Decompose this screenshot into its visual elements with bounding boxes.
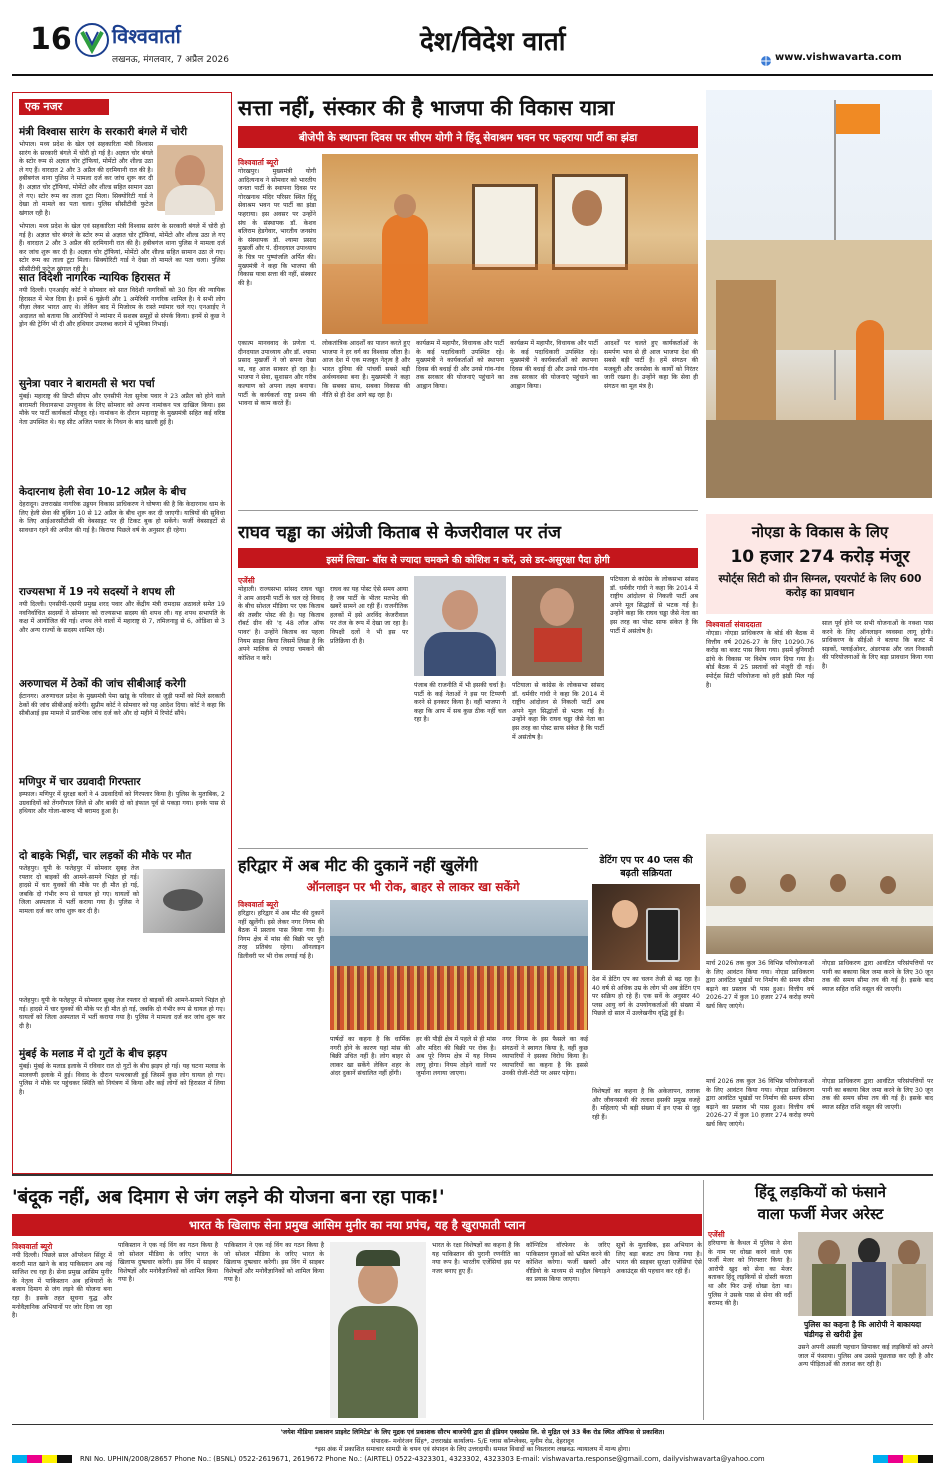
- masthead: [0, 0, 945, 80]
- major-headline: हिंदू लड़कियों को फंसाने: [755, 1183, 886, 1201]
- lead-body: कार्यक्रम में महापौर, विधायक और पार्टी के कई पदाधिकारी उपस्थित रहे। मुख्यमंत्री ने कार्यकर्ताओं को स्थापना दिवस की बधाई दी और उनसे गांव-गांव तक सरकार की योजनाएं पहुंचाने का आह्वान किया।: [416, 340, 504, 390]
- army-body: नयी दिल्ली। पिछले साल ऑपरेशन सिंदूर में करारी मात खाने के बाद पाकिस्तान अब नई साजिश रच रहा है। सेना प्रमुख आसिम मुनीर के नेतृत्व में पाकिस्तान अब हथियारों के बजाय दिमाग से जंग लड़ने की योजना बना रहा है। इसके तहत सूचना युद्ध और मनोवैज्ञानिक अभियानों पर जोर दिया जा रहा है।: [12, 1252, 112, 1320]
- sidebar-headline: केदारनाथ हेली सेवा 10-12 अप्रैल के बीच: [19, 486, 187, 498]
- haridwar-strap: ऑनलाइन पर भी रोक, बाहर से लाकर खा सकेंगे: [306, 880, 520, 894]
- sidebar-body: फतेहपुर। यूपी के फतेहपुर में सोमवार सुबह तेज रफ्तार दो बाइकों की आमने-सामने भिड़ंत हो गई। हादसे में चार युवकों की मौके पर ही मौत हो गई, जबकि दो गंभीर रूप से घायल हो गए। घायलों को जिला अस्पताल में भर्ती कराया गया है। पुलिस ने मामला दर्ज कर जांच शुरू कर दी है।: [19, 865, 139, 915]
- haridwar-body: पार्षदों का कहना है कि धार्मिक नगरी होने के कारण यहां मांस की बिक्री उचित नहीं है। लोग बाहर से लाकर खा सकेंगे लेकिन शहर के अंदर दुकानें संचालित नहीं होंगी।: [330, 1036, 410, 1078]
- minister-photo: [157, 145, 223, 211]
- sidebar-body-cont: फतेहपुर। यूपी के फतेहपुर में सोमवार सुबह तेज रफ्तार दो बाइकों की आमने-सामने भिड़ंत हो गई। हादसे में चार युवकों की मौके पर ही मौत हो गई, जबकि दो गंभीर रूप से घायल हो गए। घायलों को जिला अस्पताल में भर्ती कराया गया है। पुलिस ने मामला दर्ज कर जांच शुरू कर दी है।: [19, 997, 225, 1030]
- imprint: 'जयेश मीडिया प्रकाशन प्राइवेट लिमिटेड' के लिए मुद्रक एवं प्रकाशक सौरभ बाजपेयी द्वारा डी इंडियन एक्सप्रेस लि. से मुद्रित एवं 33 बैंक रोड स्थित ऑफिस से प्रकाशित।: [280, 1429, 665, 1436]
- brand-name: विश्ववार्ता: [112, 24, 181, 48]
- flag-hoisting-photo: [706, 90, 932, 498]
- yogi-flag-photo: [322, 154, 698, 334]
- dating-app-photo: [592, 884, 700, 970]
- major-story: [708, 1180, 933, 1420]
- raghav-body: पटियाला से कांग्रेस के लोकसभा सांसद डॉ. धर्मवीर गांधी ने कहा कि 2014 में राष्ट्रीय आंदोलन से निकली पार्टी अब अपने मूल सिद्धांतों से भटक गई है। उन्होंने कहा कि राघव चड्ढा जैसे नेता का इस तरह का पोस्ट साफ संकेत है कि पार्टी में असंतोष है।: [512, 682, 604, 741]
- sidebar-headline: सुनेत्रा पवार ने बारामती से भरा पर्चा: [19, 378, 155, 390]
- sidebar-body: भोपाल। मध्य प्रदेश के खेल एवं सहकारिता मंत्री विश्वास सारंग के सरकारी बंगले में चोरी हो गई है। अज्ञात चोर बंगले के स्टोर रूम से अज्ञात चोर ट्रॉफियां, मोमेंटो और शील्ड उठा ले गए हैं। वारदात 2 और 3 अप्रैल की दरमियानी रात की है। हबीबगंज थाना पुलिस ने मामला दर्ज कर जांच शुरू कर दी है। अज्ञात चोर ट्रॉफियां, मोमेंटो और शील्ड सहित सामान उठा ले गए। स्टोर रूम का ताला टूटा मिला। सिक्योरिटी गार्ड ने देखा तो मामले का पता चला। पुलिस सीसीटीवी फुटेज खंगाल रही है।: [19, 141, 153, 217]
- section-rule: [238, 510, 698, 511]
- major-byline: एजेंसी: [708, 1230, 725, 1239]
- haridwar-body: हरिद्वार। हरिद्वार में अब मीट की दुकानें नहीं खुलेंगी। इसे लेकर नगर निगम की बैठक में प्रस्ताव पास किया गया है। निगम क्षेत्र में मांस की बिक्री पर पूरी तरह प्रतिबंध रहेगा। ऑनलाइन डिलीवरी पर भी रोक लगाई गई है।: [238, 910, 324, 960]
- raghav-book-photo: [512, 576, 604, 676]
- dating-body: देश में डेटिंग एप का चलन तेजी से बढ़ रहा है। 40 वर्ष से अधिक उम्र के लोग भी अब डेटिंग एप पर सक्रिय हो रहे हैं। एक सर्वे के अनुसार 40 प्लस आयु वर्ग के उपयोगकर्ताओं की संख्या में पिछले दो साल में उल्लेखनीय वृद्धि हुई है।: [592, 976, 700, 1018]
- city-date: लखनऊ, मंगलवार, 7 अप्रैल 2026: [112, 55, 229, 65]
- photo-caption: पुलिस का कहना है कि आरोपी ने बाकायदा चंडीगढ़ से खरीदी ड्रेस: [804, 1320, 922, 1339]
- haridwar-body: हर की पौड़ी क्षेत्र में पहले से ही मांस और मदिरा की बिक्री पर रोक है। अब पूरे निगम क्षेत्र में यह नियम लागू होगा। नियम तोड़ने वालों पर जुर्माना लगाया जाएगा।: [416, 1036, 496, 1078]
- website-link[interactable]: www.vishwavarta.com: [775, 52, 902, 63]
- sidebar-tag: एक नजर: [19, 99, 109, 115]
- haridwar-headline: हरिद्वार में अब मीट की दुकानें नहीं खुलेंगी: [238, 856, 478, 875]
- lead-body: गोरखपुर। मुख्यमंत्री योगी आदित्यनाथ ने सोमवार को भारतीय जनता पार्टी के स्थापना दिवस पर गोरखनाथ मंदिर परिसर स्थित हिंदू सेवाश्रम भवन पर पार्टी का झंडा फहराया। इस अवसर पर उन्होंने संघ के संस्थापक डॉ. केशव बलिराम हेडगेवार, भारतीय जनसंघ के संस्थापक डॉ. श्यामा प्रसाद मुखर्जी और पं. दीनदयाल उपाध्याय के चित्र पर पुष्पांजलि अर्पित की। मुख्यमंत्री ने कहा कि भाजपा की विकास यात्रा सत्ता की नहीं, संस्कार की है।: [238, 168, 316, 287]
- raghav-body: पंजाब की राजनीति में भी इसकी चर्चा है। पार्टी के कई नेताओं ने इस पर टिप्पणी करने से इनकार किया है। वहीं भाजपा ने कहा कि आप में सब कुछ ठीक नहीं चल रहा है।: [414, 682, 506, 724]
- army-story: [12, 1180, 702, 1420]
- noida-body: नोएडा। नोएडा प्राधिकरण के बोर्ड की बैठक में वित्तीय वर्ष 2026-27 के लिए 10290.76 करोड़ का बजट पास किया गया। इसमें बुनियादी ढांचे के विकास पर विशेष ध्यान दिया गया है। बोर्ड बैठक में 25 प्रस्तावों को मंजूरी दी गई। स्पोर्ट्स सिटी परियोजना को हरी झंडी मिल गई है।: [706, 630, 814, 689]
- lead-body: कार्यक्रम में महापौर, विधायक और पार्टी के कई पदाधिकारी उपस्थित रहे। मुख्यमंत्री ने कार्यकर्ताओं को स्थापना दिवस की बधाई दी और उनसे गांव-गांव तक सरकार की योजनाएं पहुंचाने का आह्वान किया।: [510, 340, 598, 390]
- sidebar-body: मुंबई। महाराष्ट्र की डिप्टी सीएम और एनसीपी नेता सुनेत्रा पवार ने 23 अप्रैल को होने वाले बारामती विधानसभा उपचुनाव के लिए सोमवार को अपना नामांकन पत्र दाखिल किया। इस मौके पर पार्टी कार्यकर्ता मौजूद रहे। नामांकन के दौरान महाराष्ट्र के मुख्यमंत्री सहित कई वरिष्ठ नेता उपस्थित थे। यह सीट अजित पवार के निधन के बाद खाली हुई है।: [19, 393, 225, 426]
- lead-strap: बीजेपी के स्थापना दिवस पर सीएम योगी ने हिंदू सेवाश्रम भवन पर फहराया पार्टी का झंडा: [238, 126, 698, 148]
- sidebar-headline: मंत्री विश्वास सारंग के सरकारी बंगले में चोरी: [19, 126, 188, 138]
- lead-body: लोकतांत्रिक आदर्शों का पालन करते हुए भाजपा ने हर वर्ग का विश्वास जीता है। आज देश में एक मजबूत नेतृत्व है और भारत दुनिया की पांचवीं सबसे बड़ी अर्थव्यवस्था बना है। मुख्यमंत्री ने कहा कि सबका साथ, सबका विकास की नीति से ही देश आगे बढ़ रहा है।: [322, 340, 410, 399]
- army-body: पाकिस्तान ने एक नई विंग का गठन किया है जो सोशल मीडिया के जरिए भारत के खिलाफ दुष्प्रचार करेगी। इस विंग में साइबर विशेषज्ञों और मनोवैज्ञानिकों को शामिल किया गया है।: [118, 1242, 218, 1284]
- noida-headline: नोएडा के विकास के लिए: [751, 523, 889, 541]
- kejriwal-photo: [414, 576, 506, 676]
- dating-headline: डेटिंग एप पर 40 प्लस की बढ़ती सक्रियता: [599, 855, 693, 879]
- asim-munir-photo: [330, 1242, 426, 1418]
- haridwar-story: [238, 852, 588, 1162]
- noida-meeting-photo: [706, 834, 933, 954]
- noida-body: साल पूर्व होने पर सभी योजनाओं के नक्शा पास करने के लिए ऑनलाइन व्यवस्था लागू होगी। प्राधिकरण के सीईओ ने बताया कि बजट में सड़कों, फ्लाईओवर, अंडरपास और जल निकासी की परियोजनाओं के लिए बड़ा प्रावधान किया गया है।: [822, 620, 933, 670]
- army-headline: 'बंदूक नहीं, अब दिमाग से जंग लड़ने की योजना बना रहा पाक!': [12, 1187, 445, 1208]
- section-title: देश/विदेश वार्ता: [420, 27, 566, 57]
- lead-body: एकात्म मानववाद के प्रणेता पं. दीनदयाल उपाध्याय और डॉ. श्यामा प्रसाद मुखर्जी ने जो सपना देखा था, वह आज साकार हो रहा है। भाजपा ने सेवा, सुशासन और गरीब कल्याण को अपना लक्ष्य बनाया। पार्टी के कार्यकर्ता राष्ट्र प्रथम की भावना से काम करते हैं।: [238, 340, 316, 408]
- section-rule: [12, 1174, 933, 1176]
- sidebar-headline: मुंबई के मलाड में दो गुटों के बीच झड़प: [19, 1048, 167, 1060]
- sidebar-body-cont: भोपाल। मध्य प्रदेश के खेल एवं सहकारिता मंत्री विश्वास सारंग के सरकारी बंगले में चोरी हो गई है। अज्ञात चोर बंगले के स्टोर रूम से अज्ञात चोर ट्रॉफियां, मोमेंटो और शील्ड उठा ले गए हैं। वारदात 2 और 3 अप्रैल की दरमियानी रात की है। हबीबगंज थाना पुलिस ने मामला दर्ज कर जांच शुरू कर दी है। अज्ञात चोर ट्रॉफियां, मोमेंटो और शील्ड सहित सामान उठा ले गए। स्टोर रूम का ताला टूटा मिला। सिक्योरिटी गार्ड ने देखा तो मामले का पता चला। पुलिस सीसीटीवी फुटेज खंगाल रही है।: [19, 223, 225, 273]
- lead-body: आदर्शों पर चलते हुए कार्यकर्ताओं के समर्पण भाव से ही आज भाजपा देश की सबसे बड़ी पार्टी है। हमें संगठन की मजबूती और जनसेवा के कार्यों को निरंतर जारी रखना है। उन्होंने कहा कि सेवा ही संगठन का मूल मंत्र है।: [604, 340, 698, 390]
- major-body: उसने अपनी असली पहचान छिपाकर कई लड़कियों को अपने जाल में फंसाया। पुलिस अब उससे पूछताछ कर रही है और अन्य पीड़िताओं की तलाश कर रही है।: [798, 1344, 933, 1369]
- footer-rule: [12, 1424, 933, 1425]
- major-body: हरियाणा के कैथल में पुलिस ने सेना के नाम पर धोखा करने वाले एक फर्जी मेजर को गिरफ्तार किया है। आरोपी खुद को सेना का मेजर बताकर हिंदू लड़कियों से दोस्ती करता था और फिर उन्हें धोखा देता था। पुलिस ने उसके पास से सेना की वर्दी बरामद की है।: [708, 1240, 792, 1308]
- masthead-rule: [12, 74, 933, 76]
- imprint: संपादक- मनोरंजन सिंह*, उत्तराखंड कार्यालय- 5/E ग्लास कॉम्प्लेक्स, मुनीम रोड, देहरादून: [371, 1438, 574, 1445]
- v-logo-icon: [74, 22, 110, 58]
- sidebar-body: ईटानगर। अरुणाचल प्रदेश के मुख्यमंत्री पेमा खांडू के परिवार से जुड़ी फर्मों को मिले सरकारी ठेकों की जांच सीबीआई करेगी। सुप्रीम कोर्ट ने सोमवार को यह आदेश दिया। कोर्ट ने कहा कि सीबीआई इस मामले में प्रारंभिक जांच दर्ज करे और दो महीने में रिपोर्ट सौंपे।: [19, 693, 225, 718]
- lead-byline: विश्ववार्ता ब्यूरो: [238, 158, 279, 167]
- noida-sub: स्पोर्ट्स सिटी को ग्रीन सिग्नल, एयरपोर्ट के लिए 600 करोड़ का प्रावधान: [718, 573, 922, 599]
- sidebar: [12, 92, 232, 1174]
- sidebar-headline: अरुणाचल में ठेकों की जांच सीबीआई करेगी: [19, 678, 186, 690]
- column-rule: [703, 1180, 704, 1420]
- raghav-body: मोहाली। राज्यसभा सांसद राघव चड्ढा ने आम आदमी पार्टी के चल रहे विवाद के बीच सोशल मीडिया पर एक किताब की तस्वीर पोस्ट की है। यह किताब रॉबर्ट ग्रीन की 'द 48 लॉज ऑफ पावर' है। उन्होंने किताब का पहला नियम साझा किया जिसमें लिखा है कि अपने मालिक से ज्यादा चमकने की कोशिश न करें।: [238, 586, 324, 662]
- imprint: *इस अंक में प्रकाशित समाचार सामग्री के चयन एवं संपादन के लिए उत्तरदायी। समस्त विवादों का निस्तारण लखनऊ न्यायालय में मान्य होगा।: [314, 1446, 631, 1453]
- haridwar-ghat-photo: [330, 900, 588, 1030]
- dating-story: [592, 852, 700, 1162]
- sidebar-headline: राज्यसभा में 19 नये सदस्यों ने शपथ ली: [19, 586, 175, 598]
- raghav-byline: एजेंसी: [238, 576, 255, 585]
- noida-body: नोएडा प्राधिकरण द्वारा आवंटित परिसंपत्तियों पर पानी का बकाया बिल जमा करने के लिए 30 जून तक की समय सीमा तय की गई है। इसके बाद ब्याज सहित राशि वसूल की जाएगी।: [822, 960, 933, 993]
- noida-body-cont: मार्च 2026 तक कुल 36 विभिन्न परियोजनाओं के लिए आवंटन किया गया। नोएडा प्राधिकरण द्वारा आवंटित भूखंडों पर निर्माण की समय सीमा बढ़ाने का प्रस्ताव भी पास हुआ। वित्तीय वर्ष 2026-27 में कुल 10 हजार 274 करोड़ रुपये खर्च किए जाएंगे।: [706, 1078, 814, 1128]
- noida-body-cont: नोएडा प्राधिकरण द्वारा आवंटित परिसंपत्तियों पर पानी का बकाया बिल जमा करने के लिए 30 जून तक की समय सीमा तय की गई है। इसके बाद ब्याज सहित राशि वसूल की जाएगी।: [822, 1078, 933, 1111]
- noida-byline: विश्ववार्ता संवाददाता: [706, 620, 762, 629]
- army-body: भारत के रक्षा विशेषज्ञों का कहना है कि यह पाकिस्तान की पुरानी रणनीति का नया रूप है। भारतीय एजेंसियां इस पर नजर बनाए हुए हैं।: [432, 1242, 520, 1275]
- rni-line: RNI No. UPHIN/2008/28657 Phone No.: (BSNL) 0522-2619671, 2619672 Phone No.: (AIRTEL) 0522-4323301, 4323302, 4323303 E-mail: vishwavarta.response@gmail.com, dailyvishwavarta@yahoo.com: [80, 1455, 765, 1463]
- sidebar-headline: सात विदेशी नागरिक न्यायिक हिरासत में: [19, 272, 171, 284]
- raghav-body: पटियाला से कांग्रेस के लोकसभा सांसद डॉ. धर्मवीर गांधी ने कहा कि 2014 में राष्ट्रीय आंदोलन से निकली पार्टी अब अपने मूल सिद्धांतों से भटक गई है। उन्होंने कहा कि राघव चड्ढा जैसे नेता का इस तरह का पोस्ट साफ संकेत है कि पार्टी में असंतोष है।: [610, 576, 698, 635]
- army-body: पाकिस्तान ने एक नई विंग का गठन किया है जो सोशल मीडिया के जरिए भारत के खिलाफ दुष्प्रचार करेगी। इस विंग में साइबर विशेषज्ञों और मनोवैज्ञानिकों को शामिल किया गया है।: [224, 1242, 324, 1284]
- lead-story: [238, 88, 933, 508]
- army-body: कॉग्निटिव वॉरफेयर के जरिए पाकिस्तान युवाओं को भ्रमित करने की कोशिश करेगा। फर्जी खबरों और वीडियो के माध्यम से माहौल बिगाड़ने का प्रयास किया जाएगा।: [526, 1242, 610, 1284]
- sidebar-headline: मणिपुर में चार उग्रवादी गिरफ्तार: [19, 776, 141, 788]
- major-headline: वाला फर्जी मेजर अरेस्ट: [757, 1205, 884, 1223]
- army-byline: विश्ववार्ता ब्यूरो: [12, 1242, 53, 1251]
- raghav-body: राघव का यह पोस्ट ऐसे समय आया है जब पार्टी के भीतर मतभेद की खबरें सामने आ रही हैं। राजनीतिक हलकों में इसे अरविंद केजरीवाल पर तंज के रूप में देखा जा रहा है। विपक्षी दलों ने भी इस पर प्रतिक्रिया दी है।: [330, 586, 408, 645]
- raghav-headline: राघव चड्ढा का अंग्रेजी किताब से केजरीवाल पर तंज: [238, 523, 561, 543]
- section-rule: [238, 848, 588, 849]
- raghav-strap: इसमें लिखा- बॉस से ज्यादा चमकने की कोशिश न करें, उसे डर-असुरक्षा पैदा होगी: [238, 548, 698, 568]
- army-strap: भारत के खिलाफ सेना प्रमुख आसिम मुनीर का नया प्रपंच, यह है खुराफाती प्लान: [12, 1214, 702, 1236]
- dating-body: विशेषज्ञों का कहना है कि अकेलापन, तलाक और जीवनसाथी की तलाश इसकी प्रमुख वजहें हैं। महिलाएं भी बड़ी संख्या में इन एप्स से जुड़ रही हैं।: [592, 1088, 700, 1121]
- sidebar-body: देहरादून। उत्तराखंड नागरिक उड्डयन विकास प्राधिकरण ने घोषणा की है कि केदारनाथ धाम के लिए हेली सेवा की बुकिंग 10 से 12 अप्रैल के बीच शुरू कर दी जाएगी। यात्रियों की सुविधा के लिए आईआरसीटीसी की वेबसाइट पर ही टिकट बुक हो सकेंगे। फर्जी वेबसाइटों से सावधान रहने की अपील की गई है। किराया पिछले वर्ष के अनुसार ही रहेगा।: [19, 501, 225, 534]
- noida-story: [706, 514, 933, 1074]
- army-body: सूत्रों के मुताबिक, इस अभियान के लिए बड़ा बजट तय किया गया है। भारत की साइबर सुरक्षा एजेंसियां ऐसे अकाउंट्स की पहचान कर रही हैं।: [616, 1242, 702, 1275]
- sidebar-body: मुंबई। मुंबई के मलाड इलाके में रविवार रात दो गुटों के बीच झड़प हो गई। यह घटना मलाड के मालवणी इलाके में हुई। विवाद के दौरान पत्थरबाजी हुई जिसमें कुछ लोग घायल हो गए। पुलिस ने मौके पर पहुंचकर स्थिति को नियंत्रण में किया और कई लोगों को हिरासत में लिया है।: [19, 1063, 225, 1096]
- sidebar-body: नयी दिल्ली। एनसीपी-एसपी प्रमुख शरद पवार और केंद्रीय मंत्री रामदास अठावले समेत 19 नवनिर्वाचित सदस्यों ने सोमवार को राज्यसभा सदस्य की शपथ ली। यह शपथ सभापति के कक्ष में आयोजित की गई। शपथ लेने वालों में महाराष्ट्र से 7, तमिलनाडु से 6, ओडिशा से 3 और अन्य राज्यों के सदस्य शामिल रहे।: [19, 601, 225, 634]
- noida-body: मार्च 2026 तक कुल 36 विभिन्न परियोजनाओं के लिए आवंटन किया गया। नोएडा प्राधिकरण द्वारा आवंटित भूखंडों पर निर्माण की समय सीमा बढ़ाने का प्रस्ताव भी पास हुआ। वित्तीय वर्ष 2026-27 में कुल 10 हजार 274 करोड़ रुपये खर्च किए जाएंगे।: [706, 960, 814, 1010]
- sidebar-body: इम्फाल। मणिपुर में सुरक्षा बलों ने 4 उग्रवादियों को गिरफ्तार किया है। पुलिस के मुताबिक, 2 उग्रवादियों को तेंगनौपाल जिले से और बाकी दो को इंफाल पूर्व से पकड़ा गया। इनके पास से हथियार और गोला-बारूद भी बरामद हुआ है।: [19, 791, 225, 816]
- raghav-story: [238, 514, 698, 846]
- sidebar-headline: दो बाइके भिड़ीं, चार लड़कों की मौके पर मौत: [19, 850, 192, 862]
- color-bar-left: [12, 1455, 72, 1463]
- color-bar-right: [873, 1455, 933, 1463]
- globe-icon: [760, 52, 772, 64]
- haridwar-byline: विश्ववार्ता ब्यूरो: [238, 900, 279, 909]
- accident-photo: [143, 869, 225, 933]
- lead-headline: सत्ता नहीं, संस्कार की है भाजपा की विकास यात्रा: [238, 96, 615, 120]
- fake-major-photo: [798, 1232, 933, 1316]
- sidebar-body: नयी दिल्ली। एनआईए कोर्ट ने सोमवार को सात विदेशी नागरिकों को 30 दिन की न्यायिक हिरासत में भेज दिया है। इनमें 6 यूक्रेनी और 1 अमेरिकी नागरिक शामिल है। ये सभी लोग वीज़ा लेकर भारत आए थे। लेकिन बाद में मिजोरम के रास्ते म्यांमार चले गए। एनआईए ने अदालत को बताया कि आरोपियों ने म्यांमार में सशस्त्र समूहों से संपर्क किया। इनमें से कुछ ने ड्रोन की ट्रेनिंग भी दी और हथियार उपलब्ध कराने में भूमिका निभाई।: [19, 287, 225, 329]
- page-number: 16: [30, 22, 72, 57]
- haridwar-body: नगर निगम के इस फैसले का कई संगठनों ने स्वागत किया है, वहीं कुछ व्यापारियों ने इसका विरोध किया है। व्यापारियों का कहना है कि इससे उनकी रोजी-रोटी पर असर पड़ेगा।: [502, 1036, 588, 1078]
- noida-headline: 10 हजार 274 करोड़ मंजूर: [730, 547, 910, 567]
